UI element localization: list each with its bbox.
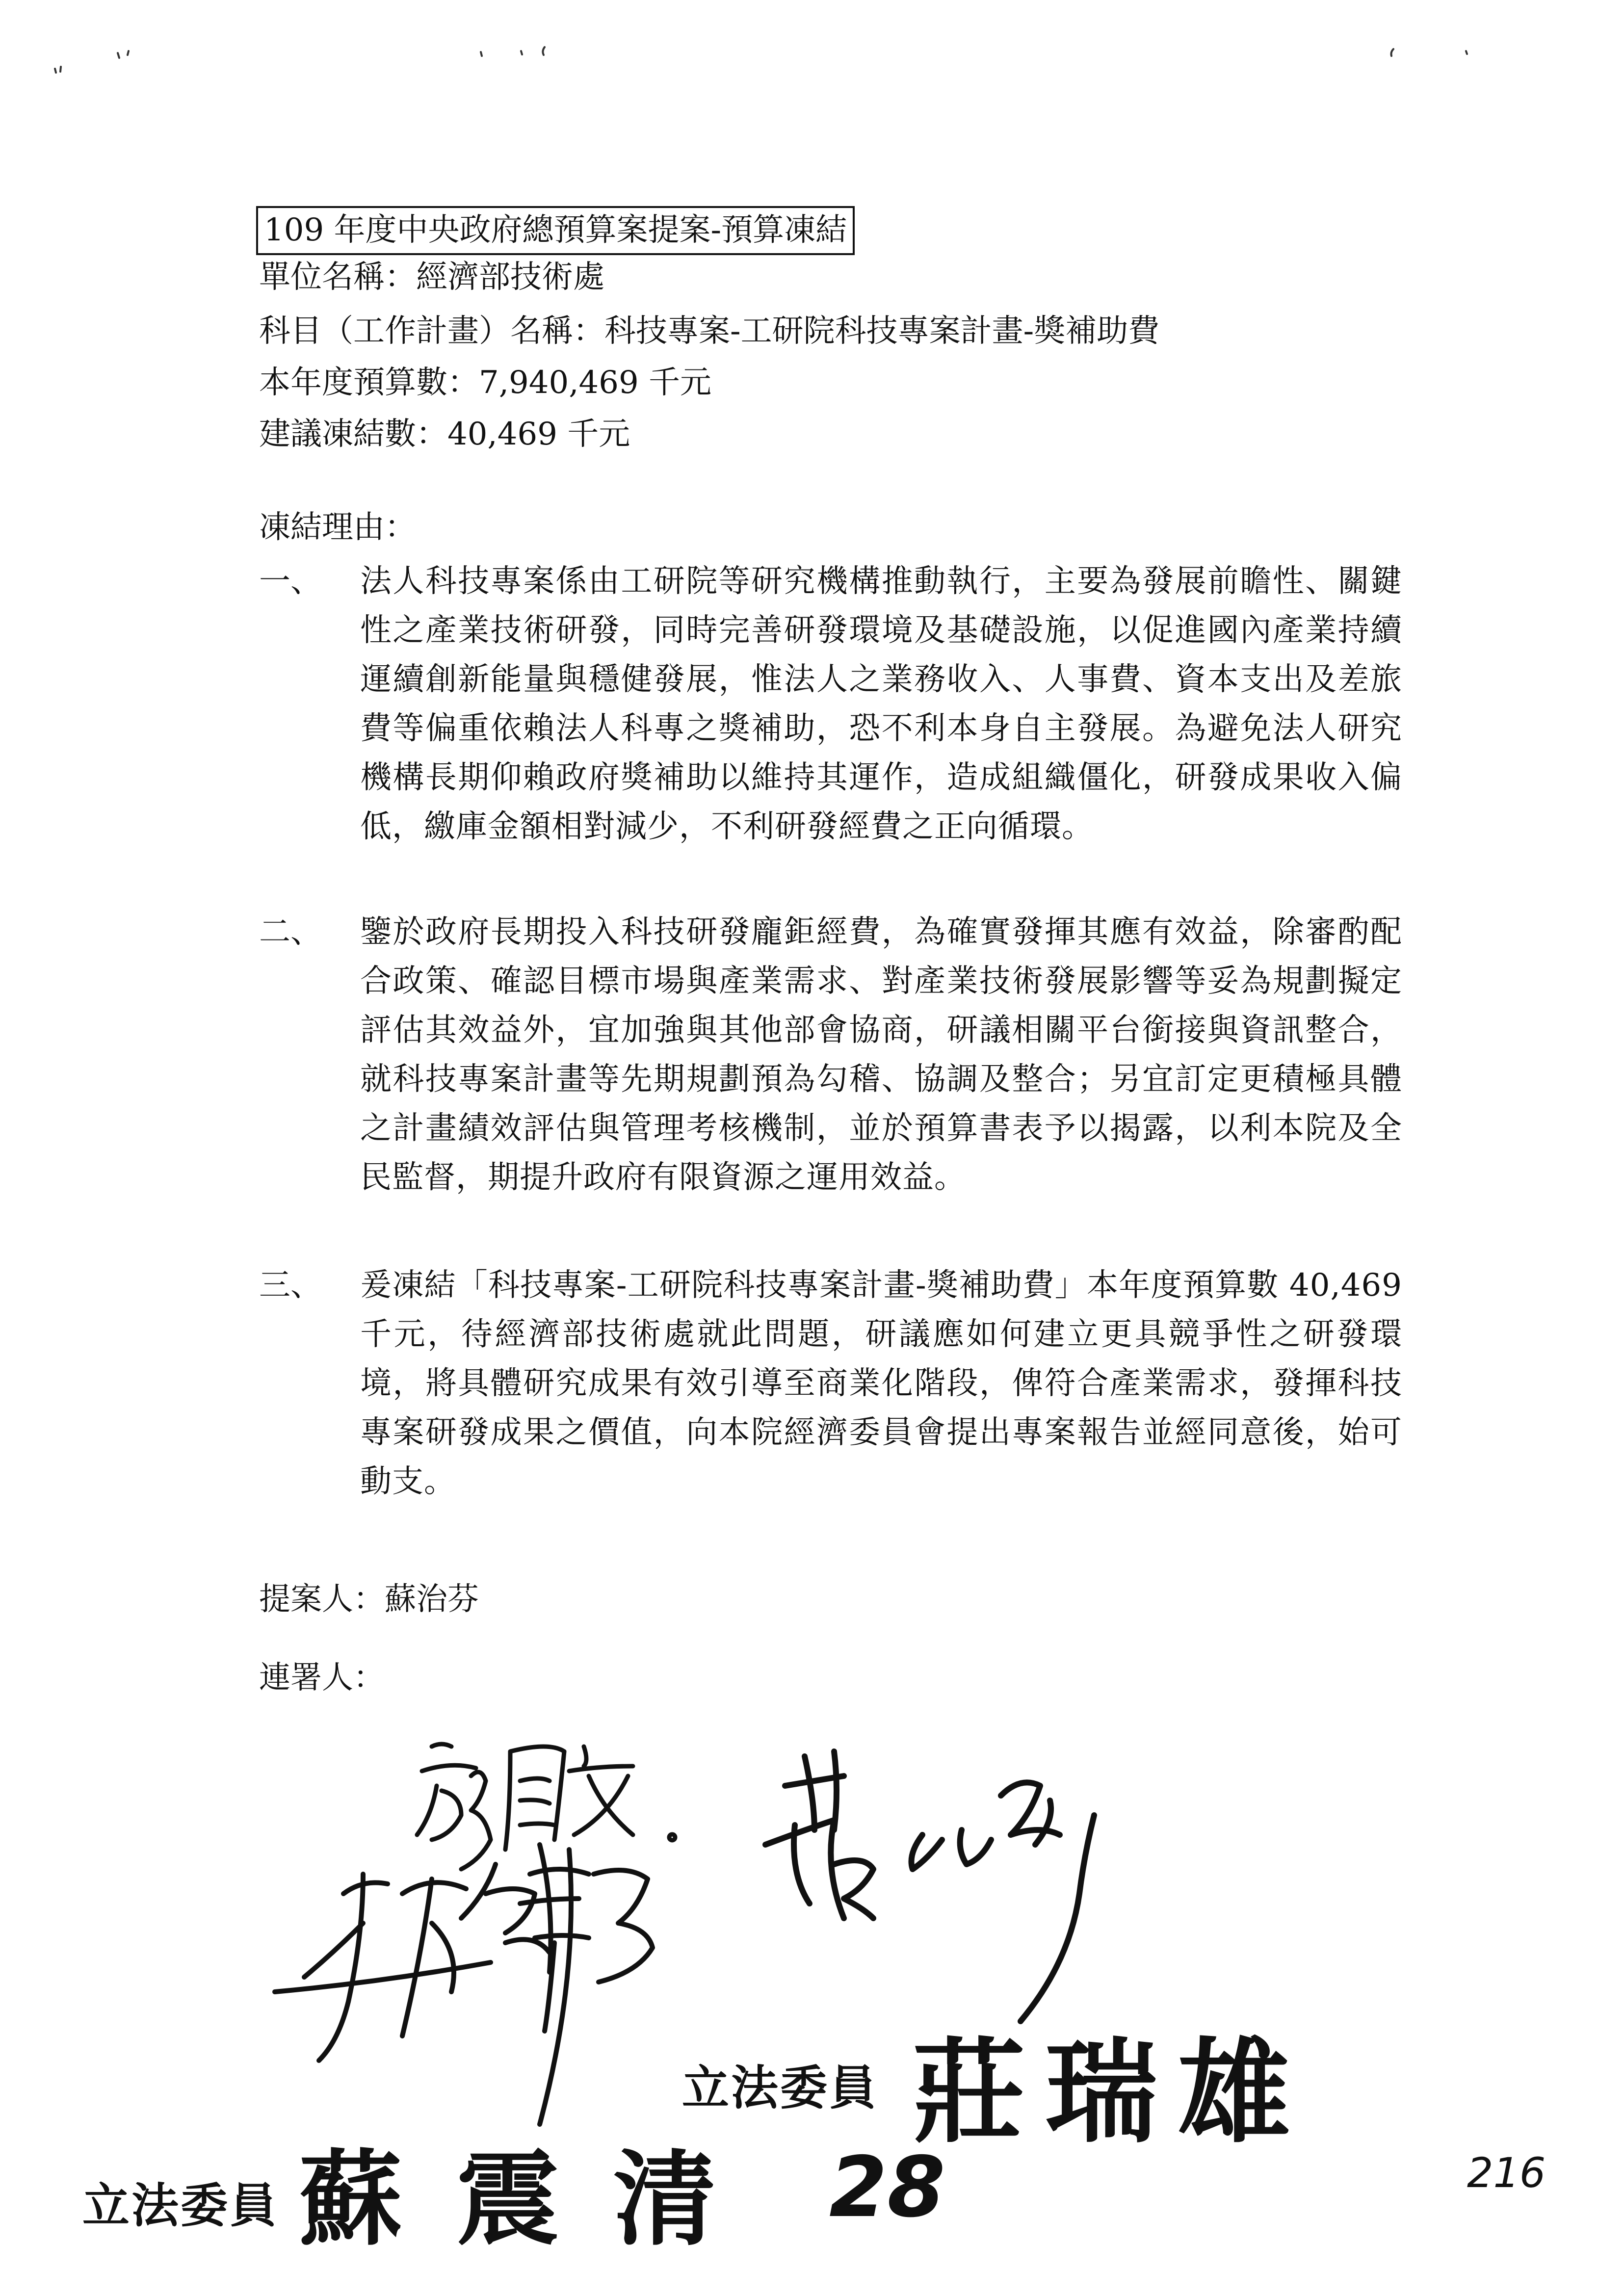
reason-number: 一、 [259,563,322,600]
budget-amount-line: 本年度預算數：7,940,469 千元 [259,365,712,401]
subject-line: 科目（工作計畫）名稱：科技專案-工研院科技專案計畫-獎補助費 [259,313,1160,349]
reason-text: 爰凍結「科技專案-工研院科技專案計畫-獎補助費」本年度預算數 40,469 千元，待經濟部技術處就此問題，研議應如何建立更具競爭性之研發環境，將具體研究成果有效引導至商業化階段，俾符合產業需求，發揮科技專案研發成果之價值，向本院經濟委員會提出專案報告並經同意後，始可動支。 [360,1267,1402,1500]
stamp-name: 蘇震清 [299,2139,771,2260]
reason-item [259,908,1402,1261]
proposer-line: 提案人：蘇治芬 [259,1581,479,1618]
stamp-prefix: 立法委員 [82,2178,279,2233]
page-number: 216 [1467,2149,1546,2197]
reason-text: 鑒於政府長期投入科技研發龐鉅經費，為確實發揮其應有效益，除審酌配合政策、確認目標市場與產業需求、對產業技術發展影響等妥為規劃擬定評估其效益外，宜加強與其他部會協商，研議相關平台銜接與資訊整合，就科技專案計畫等先期規劃預為勾稽、協調及整合；另宜訂定更積極具體之計畫績效評估與管理考核機制，並於預算書表予以揭露，以利本院及全民監督，期提升政府有限資源之運用效益。 [360,914,1402,1196]
handwritten-number: 28 [829,2139,945,2236]
stamp-name: 莊瑞雄 [913,2026,1310,2159]
reason-item [259,557,1402,910]
stamp-prefix: 立法委員 [682,2060,878,2115]
document-title: 109 年度中央政府總預算案提案-預算凍結 [256,206,855,255]
reason-item [259,1261,1402,1506]
signature-su-chih-fen [765,1751,1094,2021]
reason-number: 二、 [259,914,322,950]
reason-number: 三、 [259,1267,322,1304]
signature-guo-kuo-wen [417,1744,675,1869]
signature-lin-dai-hua [275,1845,653,2124]
freeze-amount-line: 建議凍結數：40,469 千元 [259,416,630,452]
unit-name-line: 單位名稱：經濟部技術處 [259,259,604,295]
scan-noise [0,0,1624,98]
cosigner-label: 連署人： [259,1660,385,1696]
reason-text: 法人科技專案係由工研院等研究機構推動執行，主要為發展前瞻性、關鍵性之產業技術研發，同時完善研發環境及基礎設施，以促進國內產業持續運續創新能量與穩健發展，惟法人之業務收入、人事費、資本支出及差旅費等偏重依賴法人科專之獎補助，恐不利本身自主發展。為避免法人研究機構長期仰賴政府獎補助以維持其運作，造成組織僵化，研發成果收入偏低，繳庫金額相對減少，不利研發經費之正向循環。 [360,563,1402,845]
reasons-heading: 凍結理由： [259,509,416,546]
